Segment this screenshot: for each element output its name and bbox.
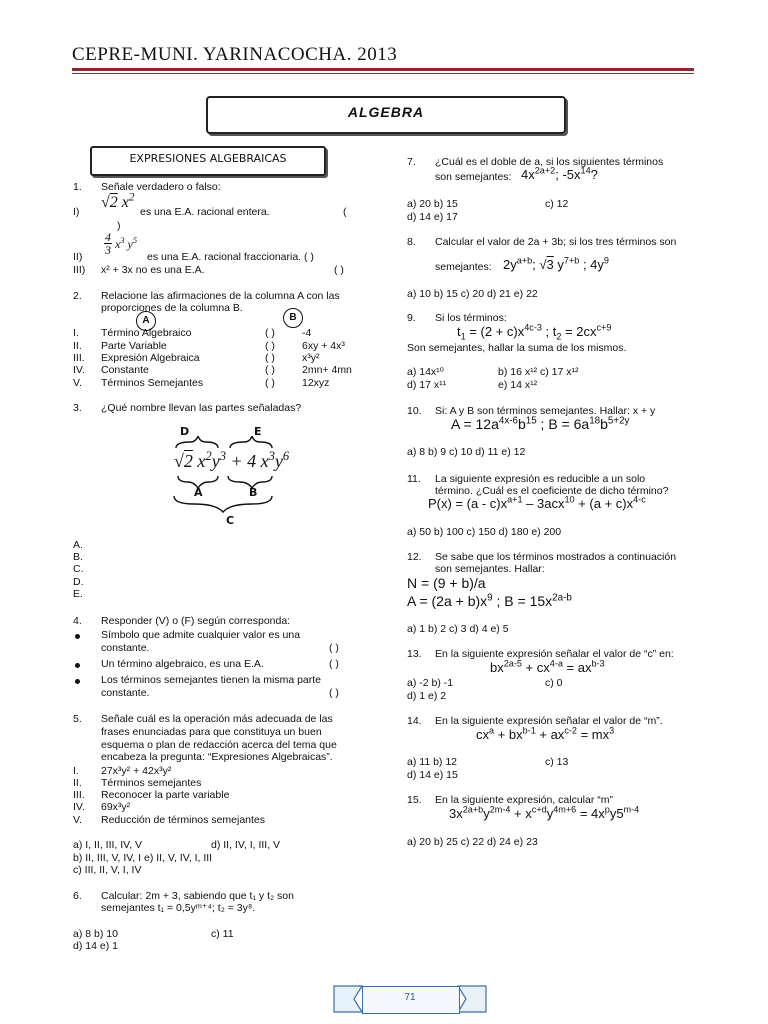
q1-i-label: I) [73, 206, 80, 218]
q2-row-paren: ( ) [265, 340, 275, 352]
q3-answer-b: B. [73, 551, 83, 563]
q5-option-c: c) III, II, V, I, IV [73, 864, 142, 876]
q7-number: 7. [407, 156, 416, 168]
q1-i-formula: √2 $x^2$ [101, 191, 135, 211]
q2-row-roman: I. [73, 327, 79, 339]
q11-line2: término. ¿Cuál es el coeficiente de dicho término? [435, 485, 669, 497]
q1-ii-vars: $x^3$ $y^5$ [115, 236, 138, 251]
q1-iii-paren: ( ) [334, 264, 344, 276]
q3-number: 3. [73, 402, 82, 414]
q3-label-d: D [180, 425, 190, 438]
q9-formula: $t_1 = (2 + c)x^{4c-3}$ ; $t_2 = 2cx^{c+9}$ [457, 322, 612, 342]
q3-answer-a: A. [73, 539, 83, 551]
q3-text: ¿Qué nombre llevan las partes señaladas? [101, 402, 302, 414]
q6-line2: semejantes t₁ = 0,5yᵐ⁺⁴; t₂ = 3y⁸. [101, 902, 256, 914]
q13-formula: $bx^{2a-5} + cx^{4-a} = ax^{b-3}$ [490, 658, 605, 675]
q4-bullet1-paren: ( ) [329, 642, 339, 654]
q2-row-value: 6xy + 4x³ [302, 340, 345, 352]
q10-line1: Si: A y B son términos semejantes. Hallar: x + y [435, 405, 656, 417]
q5-line: esquema o plan de redacción acerca del tema que [101, 739, 337, 751]
q3-label-e: E [254, 425, 262, 438]
q12-number: 12. [407, 551, 422, 563]
q15-line1: En la siguiente expresión, calcular “m” [435, 794, 613, 806]
q11-line1: La siguiente expresión es reducible a un solo [435, 473, 646, 485]
q1-iii-text: x² + 3x no es una E.A. [101, 264, 205, 276]
q3-label-a: A [194, 486, 203, 499]
page-number: 71 [404, 992, 416, 1003]
bullet-icon [75, 663, 80, 668]
q9-option-a: a) 14x¹⁰ [407, 366, 444, 378]
q2-line2: proporciones de la columna B. [101, 302, 243, 314]
q15-options: a) 20 b) 25 c) 22 d) 24 e) 23 [407, 836, 538, 848]
q10-number: 10. [407, 405, 422, 417]
q5-item-text: 69x³y² [101, 801, 131, 813]
q11-formula: $P(x) = (a - c)x^{a+1} - 3acx^{10} + (a + c)x^{4-c}$ [428, 494, 646, 511]
q13-option-de: d) 1 e) 2 [407, 690, 447, 702]
q9-line3: Son semejantes, hallar la suma de los mismos. [407, 342, 627, 354]
q5-option-a: a) I, II, III, IV, V [73, 839, 143, 851]
q2-row-paren: ( ) [265, 364, 275, 376]
q1-i-paren: ( [343, 206, 347, 218]
q15-formula: $3x^{2a+b}y^{2m-4} + x^{c+d}y^{4m+6} = 4x^py5^{m-4}$ [449, 804, 640, 821]
q2-row-roman: II. [73, 340, 82, 352]
q5-option-d: d) II, IV, I, III, V [211, 839, 281, 851]
q2-row-value: 12xyz [302, 377, 330, 389]
topic-title: ALGEBRA [347, 104, 425, 120]
q6-option-c: c) 11 [211, 928, 234, 940]
q5-item-text: 27x³y² + 42x³y² [101, 765, 172, 777]
q8-number: 8. [407, 236, 416, 248]
q5-number: 5. [73, 713, 82, 725]
header-rule [72, 68, 694, 71]
q1-iii-label: III) [73, 264, 86, 276]
q1-i-text: es una E.A. racional entera. [140, 206, 270, 218]
q2-row-paren: ( ) [265, 327, 275, 339]
q3-answer-e: E. [73, 588, 83, 600]
q14-number: 14. [407, 715, 422, 727]
q12-line1: Se sabe que los términos mostrados a continuación [435, 551, 677, 563]
q7-options-2: d) 14 e) 17 [407, 211, 458, 223]
q9-option-e: e) 14 x¹² [498, 379, 538, 391]
q4-bullet3-line1: Los términos semejantes tienen la misma parte [101, 674, 322, 686]
q5-item-roman: II. [73, 777, 82, 789]
q12-line2: son semejantes. Hallar: [435, 563, 545, 575]
q7-formula: $4x^{2a+2}$; $-5x^{14}$? [521, 165, 598, 182]
q5-line: Señale cuál es la operación más adecuada de las [101, 713, 333, 725]
q14-option-de: d) 14 e) 15 [407, 769, 458, 781]
q4-bullet1-line2: constante. [101, 642, 150, 654]
q3-answer-d: D. [73, 576, 84, 588]
q2-column-b-circle: B [283, 308, 303, 328]
q2-row-roman: V. [73, 377, 82, 389]
q13-line1: En la siguiente expresión señalar el valor de “c” en: [435, 648, 674, 660]
q3-answer-c: C. [73, 563, 84, 575]
q9-option-d: d) 17 x¹¹ [407, 379, 447, 391]
q7-line1: ¿Cuál es el doble de a, si los siguientes términos [435, 156, 664, 168]
q2-row-label: Expresión Algebraica [101, 352, 200, 364]
q4-bullet1-line1: Símbolo que admite cualquier valor es una [101, 629, 301, 641]
q7-option-c: c) 12 [545, 198, 569, 210]
q2-row-label: Término Algebraico [101, 327, 192, 339]
q11-options: a) 50 b) 100 c) 150 d) 180 e) 200 [407, 526, 562, 538]
q10-options: a) 8 b) 9 c) 10 d) 11 e) 12 [407, 446, 526, 458]
q9-number: 9. [407, 312, 416, 324]
q5-item-text: Términos semejantes [101, 777, 202, 789]
q2-number: 2. [73, 290, 82, 302]
q12-equation-n: N = (9 + b)/a [407, 575, 486, 591]
q2-row-paren: ( ) [265, 352, 275, 364]
q1-ii-formula: 4 3 [105, 230, 111, 257]
q3-label-c: C [226, 514, 235, 527]
q6-option-de: d) 14 e) 1 [73, 940, 118, 952]
bullet-icon [75, 679, 80, 684]
q5-option-be: b) II, III, V, IV, I e) II, V, IV, I, III [73, 852, 213, 864]
q13-number: 13. [407, 648, 422, 660]
q15-number: 15. [407, 794, 422, 806]
q1-ii-label: II) [73, 251, 83, 263]
q2-column-a-circle: A [136, 311, 156, 331]
q4-text: Responder (V) o (F) según corresponda: [101, 615, 291, 627]
q6-line1: Calcular: 2m + 3, sabiendo que t₁ y t₂ son [101, 890, 294, 902]
q2-line1: Relacione las afirmaciones de la columna A con las [101, 290, 340, 302]
q5-item-roman: I. [73, 765, 79, 777]
q5-item-text: Reducción de términos semejantes [101, 814, 266, 826]
q4-bullet2: Un término algebraico, es una E.A. [101, 658, 264, 670]
q1-ii-text: es una E.A. racional fraccionaria. ( ) [147, 251, 314, 263]
q9-line1: Si los términos: [435, 312, 507, 324]
q2-row-value: -4 [302, 327, 312, 339]
q14-formula: $cx^a + bx^{b-1} + ax^{c-2} = mx^3$ [476, 725, 615, 742]
header-rule-thin [72, 73, 694, 74]
q1-text: Señale verdadero o falso: [101, 181, 221, 193]
q2-row-value: 2mn+ 4mn [302, 364, 352, 376]
q2-row-value: x³y² [302, 352, 320, 364]
q4-bullet3-line2: constante. [101, 687, 150, 699]
q9-option-bc: b) 16 x¹² c) 17 x¹² [498, 366, 579, 378]
q13-option-ab: a) -2 b) -1 [407, 677, 454, 689]
q3-expression: √2 $x^2y^3 + 4$ $x^3y^6$ [174, 449, 290, 471]
q2-row-label: Términos Semejantes [101, 377, 204, 389]
q12-options: a) 1 b) 2 c) 3 d) 4 e) 5 [407, 623, 509, 635]
q1-number: 1. [73, 181, 82, 193]
q5-item-text: Reconocer la parte variable [101, 789, 230, 801]
q5-item-roman: V. [73, 814, 82, 826]
q11-number: 11. [407, 473, 421, 485]
q14-option-c: c) 13 [545, 756, 569, 768]
q12-equation-ab: $A = (2a + b)x^9$ ; $B = 15x^{2a-b}$ [407, 592, 572, 609]
q4-bullet3-paren: ( ) [329, 687, 339, 699]
q8-line2: semejantes: [435, 261, 492, 273]
q5-line: encabeza la pregunta: “Expresiones Algebraicas”. [101, 751, 333, 763]
q4-bullet2-paren: ( ) [329, 658, 339, 670]
q14-line1: En la siguiente expresión señalar el valor de “m”. [435, 715, 663, 727]
q8-line1: Calcular el valor de 2a + 3b; si los tres términos son [435, 236, 677, 248]
q2-row-paren: ( ) [265, 377, 275, 389]
q5-item-roman: III. [73, 789, 85, 801]
bullet-icon [75, 634, 80, 639]
page-header-title: CEPRE-MUNI. YARINACOCHA. 2013 [72, 44, 398, 65]
q1-i-paren-close: ) [117, 220, 121, 232]
q2-row-roman: IV. [73, 364, 85, 376]
q14-option-ab: a) 11 b) 12 [407, 756, 458, 768]
q8-options: a) 10 b) 15 c) 20 d) 21 e) 22 [407, 288, 538, 300]
q2-row-roman: III. [73, 352, 85, 364]
q4-number: 4. [73, 615, 82, 627]
q2-row-label: Parte Variable [101, 340, 167, 352]
section-title: EXPRESIONES ALGEBRAICAS [129, 152, 287, 165]
q5-line: frases enunciadas para que constituya un buen [101, 726, 322, 738]
q6-option-ab: a) 8 b) 10 [73, 928, 118, 940]
q2-row-label: Constante [101, 364, 149, 376]
q3-diagram-braces [168, 436, 278, 516]
q5-item-roman: IV. [73, 801, 85, 813]
q7-line2: son semejantes: [435, 171, 512, 183]
q7-options-1: a) 20 b) 15 [407, 198, 458, 210]
q10-formula: $A = 12a^{4x-6}b^{15}$ ; $B = 6a^{18}b^{5+2y}$ [451, 415, 630, 432]
q13-option-c: c) 0 [545, 677, 563, 689]
q8-formula: $2y^{a+b}$; √3 $y^{7+b}$ ; $4y^9$ [503, 255, 609, 272]
q3-label-b: B [249, 486, 258, 499]
q6-number: 6. [73, 890, 82, 902]
